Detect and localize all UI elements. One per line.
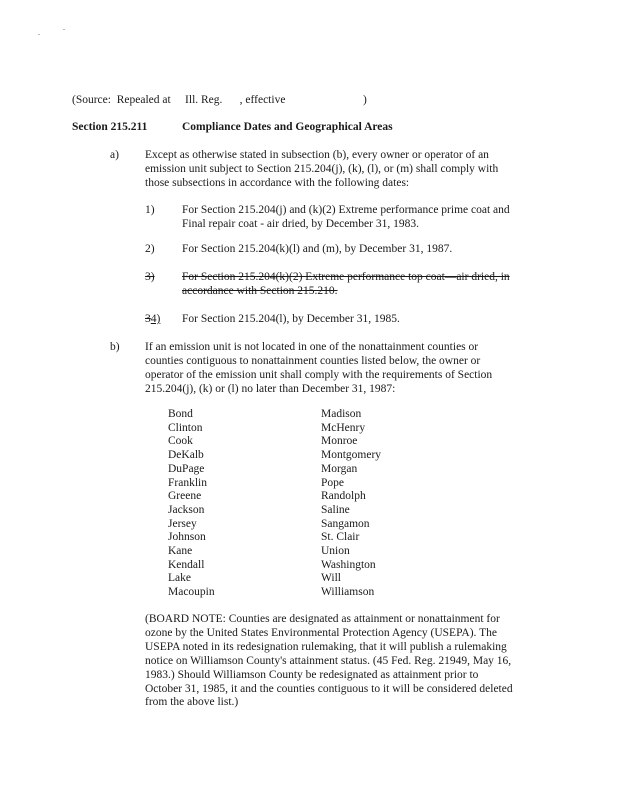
county-name: Will xyxy=(321,572,341,585)
item-2-text: For Section 215.204(k)(l) and (m), by December 31, 1987. xyxy=(182,243,453,255)
county-name: Union xyxy=(321,545,350,558)
county-name: Monroe xyxy=(321,435,358,448)
item-4-text: For Section 215.204(l), by December 31, 1985. xyxy=(182,313,400,325)
county-name: Jersey xyxy=(168,517,197,530)
county-name: McHenry xyxy=(321,421,366,434)
item-3-text-deleted: For Section 215.204(k)(2) Extreme performance top coat—air dried, in accordance with Section 215.210. xyxy=(182,271,510,297)
source-note: (Source: Repealed at Ill. Reg. , effective ) xyxy=(72,94,367,106)
item-4-number-new: 4) xyxy=(150,313,161,325)
item-3-number-deleted: 3) xyxy=(145,271,155,283)
item-1-text: For Section 215.204(j) and (k)(2) Extreme performance prime coat and Final repair coat - air dried, by December 31, 1983. xyxy=(182,204,510,230)
section-title: Compliance Dates and Geographical Areas xyxy=(182,121,393,133)
county-name: Pope xyxy=(321,476,344,489)
county-name: Sangamon xyxy=(321,517,370,530)
county-name: DuPage xyxy=(168,462,205,475)
county-name: Bond xyxy=(168,408,193,420)
scan-speck xyxy=(63,29,65,30)
county-name: Kendall xyxy=(168,558,205,571)
county-name: Madison xyxy=(321,408,362,420)
county-name: Williamson xyxy=(321,586,375,599)
county-list-column-2 xyxy=(321,408,381,600)
county-name: Jackson xyxy=(168,503,205,516)
county-name: Johnson xyxy=(168,531,206,544)
section-number: Section 215.211 xyxy=(72,121,148,133)
board-note: (BOARD NOTE: Counties are designated as attainment or nonattainment for ozone by the United States Environmental Protection Agency (USEPA). The USEPA noted in its redesignation rulemaking, that it will publish a rulemaking notice on Williamson County's attainment status. (45 Fed. Reg. 21949, May 16, 1983.) Should Williamson County be redesignated as attainment prior to October 31, 1985, it and the counties contiguous to it will be considered deleted from the above list.) xyxy=(145,613,513,709)
county-name: Macoupin xyxy=(168,586,215,599)
county-name: Morgan xyxy=(321,462,358,475)
county-name: Greene xyxy=(168,490,202,503)
county-name: DeKalb xyxy=(168,449,204,462)
item-4-number-deleted: 3 xyxy=(145,313,151,325)
item-4-number xyxy=(145,312,175,326)
item-1-number: 1) xyxy=(145,204,155,216)
county-name: Clinton xyxy=(168,421,203,434)
subsection-a-text: Except as otherwise stated in subsection (b), every owner or operator of an emission unit subject to Section 215.204(j), (k), (l), or (m) shall comply with those subsections in accordance with the following dates: xyxy=(145,149,499,189)
county-name: St. Clair xyxy=(321,531,360,544)
county-name: Lake xyxy=(168,572,191,585)
county-list-column-1 xyxy=(168,408,215,600)
county-name: Washington xyxy=(321,558,376,571)
county-name: Randolph xyxy=(321,490,366,503)
county-name: Saline xyxy=(321,503,350,516)
subsection-b-label: b) xyxy=(110,341,120,353)
county-name: Cook xyxy=(168,435,193,448)
county-name: Kane xyxy=(168,545,193,558)
scan-speck xyxy=(38,34,40,35)
county-name: Montgomery xyxy=(321,449,382,462)
subsection-a-label: a) xyxy=(110,149,119,161)
item-2-number: 2) xyxy=(145,243,155,255)
county-name: Franklin xyxy=(168,476,207,489)
subsection-b-text: If an emission unit is not located in one of the nonattainment counties or counties contiguous to nonattainment counties listed below, the owner or operator of the emission unit shall comply with the requirements of Section 215.204(j), (k) or (l) no later than December 31, 1987: xyxy=(145,341,493,395)
